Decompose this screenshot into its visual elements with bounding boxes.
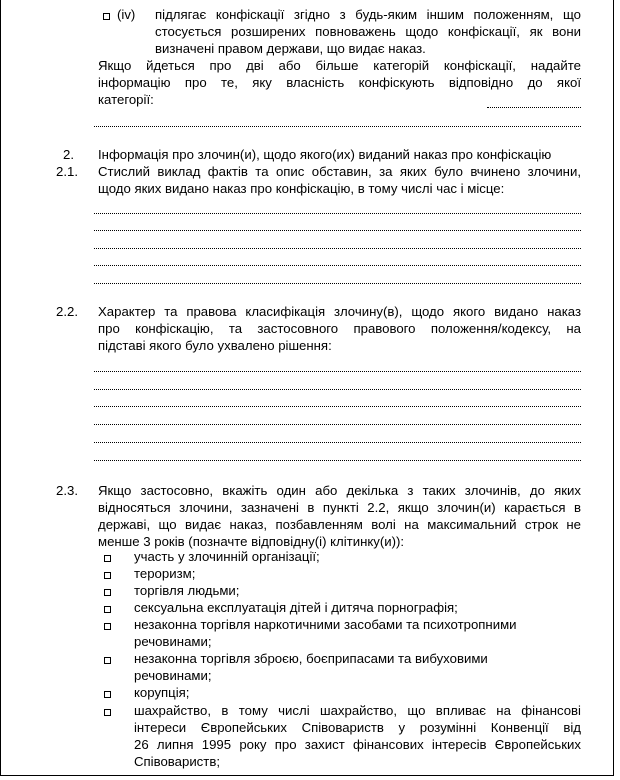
option-label-cont: Співовариств; [134, 754, 220, 769]
s2-2-number: 2.2. [56, 304, 78, 319]
category-answer-line[interactable] [487, 107, 581, 108]
s2-1-answer-line[interactable] [94, 265, 581, 266]
option-label: корупція; [134, 685, 190, 700]
option-label-cont: речовинами; [134, 634, 212, 649]
option-label: шахрайство, в тому числі шахрайство, що впливає на фінансові [134, 703, 581, 718]
s2-1-line-2: щодо яких видано наказ про конфіскацію, в тому числі час і місце: [98, 181, 505, 196]
item-iv-label: (iv) [117, 7, 136, 22]
option-label: тероризм; [134, 566, 196, 581]
s2-3-number: 2.3. [56, 483, 78, 498]
option-checkbox[interactable] [104, 572, 111, 579]
checkbox-iv[interactable] [103, 13, 110, 20]
s2-1-answer-line[interactable] [94, 248, 581, 249]
s2-2-answer-line[interactable] [94, 460, 581, 461]
s2-1-answer-line[interactable] [94, 213, 581, 214]
option-checkbox[interactable] [104, 606, 111, 613]
option-checkbox[interactable] [104, 691, 111, 698]
s2-3-line-3: державі, що видає наказ, позбавленням волі на максимальний строк не [98, 517, 581, 532]
s2-2-answer-line[interactable] [94, 389, 581, 390]
option-label: незаконна торгівля зброєю, боєприпасами та вибуховими [134, 651, 488, 666]
s2-2-line-2: про конфіскацію, та застосовного правового положення/кодексу, на [98, 321, 581, 336]
multi-category-line-2: інформацію про те, яку власність конфіскують відповідно до якої [98, 75, 581, 90]
s2-3-line-4: менше 3 років (позначте відповідну(і) клітинку(и)): [98, 534, 405, 549]
option-checkbox[interactable] [104, 555, 111, 562]
option-checkbox[interactable] [104, 589, 111, 596]
s2-1-answer-line[interactable] [94, 283, 581, 284]
s2-2-answer-line[interactable] [94, 406, 581, 407]
section-2-title: Інформація про злочин(и), щодо якого(их) виданий наказ про конфіскацію [98, 147, 552, 162]
option-checkbox[interactable] [104, 709, 111, 716]
option-label-cont: 26 липня 1995 року про захист фінансових інтересів Європейських [134, 737, 581, 752]
option-checkbox[interactable] [104, 657, 111, 664]
category-answer-line-2[interactable] [94, 126, 581, 127]
s2-1-line-1: Стислий виклад фактів та опис обставин, за яких було вчинено злочини, [98, 164, 581, 179]
section-2-number: 2. [63, 147, 74, 162]
option-label: незаконна торгівля наркотичними засобами та психотропними [134, 617, 517, 632]
s2-1-answer-line[interactable] [94, 230, 581, 231]
s2-2-line-3: підставі якого було ухвалено рішення: [98, 338, 332, 353]
option-label-cont: речовинами; [134, 668, 212, 683]
option-label: торгівля людьми; [134, 583, 240, 598]
item-iv-line-3: визначені правом держави, що видає наказ. [155, 41, 426, 56]
option-label-cont: інтереси Європейських Співовариств у розумінні Конвенції від [134, 720, 581, 735]
item-iv-line-1: підлягає конфіскації згідно з будь-яким іншим положенням, що [155, 7, 581, 22]
option-label: участь у злочинній організації; [134, 549, 320, 564]
s2-2-answer-line[interactable] [94, 424, 581, 425]
s2-2-answer-line[interactable] [94, 371, 581, 372]
option-checkbox[interactable] [104, 623, 111, 630]
item-iv-line-2: стосується розширених повноважень щодо конфіскації, як вони [155, 24, 581, 39]
s2-2-answer-line[interactable] [94, 442, 581, 443]
option-label: сексуальна експлуатація дітей і дитяча порнографія; [134, 600, 458, 615]
multi-category-line-1: Якщо йдеться про дві або більше категорій конфіскації, надайте [98, 58, 581, 73]
s2-2-line-1: Характер та правова класифікація злочину(в), щодо якого видано наказ [98, 304, 581, 319]
multi-category-line-3: категорії: [98, 92, 154, 107]
s2-3-line-2: відносяться злочини, зазначені в пункті 2.2, якщо злочин(и) карається в [98, 500, 581, 515]
s2-1-number: 2.1. [56, 164, 78, 179]
s2-3-line-1: Якщо застосовно, вкажіть один або декілька з таких злочинів, до яких [98, 483, 581, 498]
